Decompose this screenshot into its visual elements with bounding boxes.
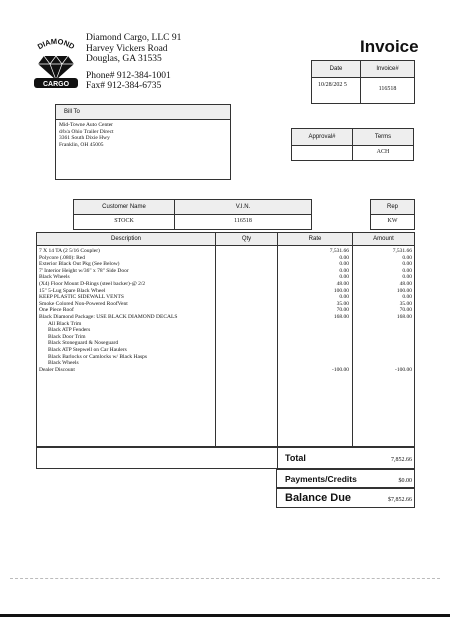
item-rate xyxy=(278,321,349,328)
bill-to-line: Mid-Towne Auto Center xyxy=(59,122,113,128)
item-amount: 35.00 xyxy=(399,300,412,307)
invoice-title: Invoice xyxy=(360,37,419,56)
item-description: Black Stoneguard & Noseguard xyxy=(48,340,119,347)
terms-box xyxy=(291,128,414,161)
invoice-date: 10/28/202 5 xyxy=(318,82,347,88)
item-rate: 0.00 xyxy=(339,274,349,281)
item-description: KEEP PLASTIC SIDEWALL VENTS xyxy=(39,294,124,301)
item-amount: 48.00 xyxy=(399,280,412,287)
item-description: 7 X 14 TA (2 5/16 Coupler) xyxy=(39,248,100,254)
item-amount: 0.00 xyxy=(402,294,412,301)
terms-value: ACH xyxy=(376,149,390,155)
date-label: Date xyxy=(329,66,343,72)
description-column xyxy=(39,248,214,373)
item-rate: 7,531.66 xyxy=(329,248,349,254)
item-amount xyxy=(353,327,412,334)
company-logo xyxy=(32,34,80,90)
item-rate: 35.00 xyxy=(336,300,349,307)
invoice-number: 116518 xyxy=(378,86,397,92)
invoice-number-label: Invoice# xyxy=(376,66,399,72)
item-description: Black Diamond Package: USE BLACK DIAMOND DECALS xyxy=(39,313,178,320)
item-amount xyxy=(353,321,412,328)
balance-due-value: $7,852.66 xyxy=(388,497,412,503)
item-description: One Piece Roof xyxy=(39,307,74,314)
item-description: Black ATP Stepwell on Car Haulers xyxy=(48,346,127,353)
bill-to-line: d/b/a Ohio Trailer Direct xyxy=(59,128,114,135)
item-description: Smoke Colored Non-Powered RoofVent xyxy=(39,300,128,307)
item-amount: 168.00 xyxy=(396,313,412,320)
totals-box xyxy=(36,447,415,469)
logo-subtext: CARGO xyxy=(42,81,70,88)
item-rate: 48.00 xyxy=(336,280,349,287)
company-info xyxy=(86,33,181,92)
payments-label: Payments/Credits xyxy=(285,474,357,484)
item-description: Black Wheels xyxy=(48,360,79,367)
payments-value: $0.00 xyxy=(398,478,412,484)
bill-to-address xyxy=(59,122,114,148)
vin-value: 116518 xyxy=(234,218,252,224)
company-address-1: Harvey Vickers Road xyxy=(86,43,168,54)
item-rate xyxy=(278,354,349,361)
item-rate xyxy=(278,347,349,354)
item-description: Black Wheels xyxy=(39,274,70,281)
col-rate: Rate xyxy=(308,236,322,242)
item-rate xyxy=(278,360,349,367)
item-description: Black ATP Fenders xyxy=(48,327,91,334)
total-label: Total xyxy=(285,453,306,463)
total-value: 7,852.66 xyxy=(391,457,412,463)
item-amount xyxy=(353,354,412,361)
item-amount xyxy=(353,360,412,367)
col-qty: Qty xyxy=(241,236,252,242)
col-description: Description xyxy=(110,236,141,242)
item-description: Polycore (.080): Red xyxy=(39,254,85,261)
item-rate: 70.00 xyxy=(336,307,349,314)
payments-box xyxy=(276,469,415,488)
customer-box xyxy=(73,199,312,230)
item-description: Black Barlocks or Camlocks w/ Black Hasps xyxy=(48,353,147,360)
company-name: Diamond Cargo, LLC 91 xyxy=(86,33,182,43)
item-description: All Black Trim xyxy=(48,320,82,327)
item-amount: 100.00 xyxy=(396,287,412,294)
approval-label: Approval# xyxy=(308,134,336,140)
rate-column xyxy=(278,248,349,373)
bill-to-box xyxy=(55,104,231,180)
item-rate: 168.00 xyxy=(333,313,349,320)
item-amount: 7,531.66 xyxy=(392,248,412,254)
customer-name-label: Customer Name xyxy=(102,204,146,210)
item-amount: 0.00 xyxy=(402,267,412,274)
item-description: (X4) Floor Mount D-Rings (steel backer)-@ 2/2 xyxy=(39,280,146,287)
item-amount: 0.00 xyxy=(402,261,412,268)
item-description: Exterior Black Out Pkg (See Below) xyxy=(39,261,120,268)
item-amount: 0.00 xyxy=(402,274,412,281)
balance-box xyxy=(276,488,415,508)
item-rate xyxy=(278,327,349,334)
item-rate: 0.00 xyxy=(339,267,349,274)
bill-to-label: Bill To xyxy=(64,109,80,115)
item-amount: 0.00 xyxy=(402,254,412,261)
item-rate xyxy=(278,340,349,347)
customer-name: STOCK xyxy=(114,218,134,224)
terms-label: Terms xyxy=(374,134,392,140)
item-description: 7' Interior Height w/36" x 78" Side Door xyxy=(39,267,129,274)
item-rate: 0.00 xyxy=(339,294,349,301)
vin-label: V.I.N. xyxy=(235,204,251,210)
svg-text:DIAMOND xyxy=(36,37,77,52)
company-address-2: Douglas, GA 31535 xyxy=(86,54,162,64)
bill-to-line: Franklin, OH 45005 xyxy=(59,141,104,148)
company-phone: Phone# 912-384-1001 xyxy=(86,70,171,81)
diamond-logo-icon xyxy=(32,34,80,90)
logo-text: DIAMOND xyxy=(35,36,77,52)
rep-box xyxy=(370,199,415,230)
item-rate xyxy=(278,334,349,341)
item-rate: 100.00 xyxy=(333,287,349,294)
bottom-rule xyxy=(0,614,450,617)
item-description: Black Door Trim xyxy=(48,333,86,340)
col-amount: Amount xyxy=(373,236,394,242)
item-amount xyxy=(353,347,412,354)
scan-dashes xyxy=(10,578,440,580)
rep-value: KW xyxy=(387,218,398,224)
balance-due-label: Balance Due xyxy=(285,492,352,504)
item-amount: -100.00 xyxy=(395,366,412,373)
item-description: Dealer Discount xyxy=(39,366,75,373)
item-amount: 70.00 xyxy=(399,307,412,314)
amount-column xyxy=(353,248,412,373)
item-rate: 0.00 xyxy=(339,254,349,261)
item-amount xyxy=(353,334,412,341)
item-description: 15" 5-Lug Spare Black Wheel xyxy=(39,287,106,294)
invoice-meta-box xyxy=(311,60,415,104)
bill-to-line: 3361 South Dixie Hwy xyxy=(59,135,110,142)
item-rate: -100.00 xyxy=(332,366,349,373)
item-rate: 0.00 xyxy=(339,261,349,268)
rep-label: Rep xyxy=(386,204,398,210)
line-items-table xyxy=(36,232,415,447)
company-fax: Fax# 912-384-6735 xyxy=(86,81,162,91)
item-amount xyxy=(353,340,412,347)
